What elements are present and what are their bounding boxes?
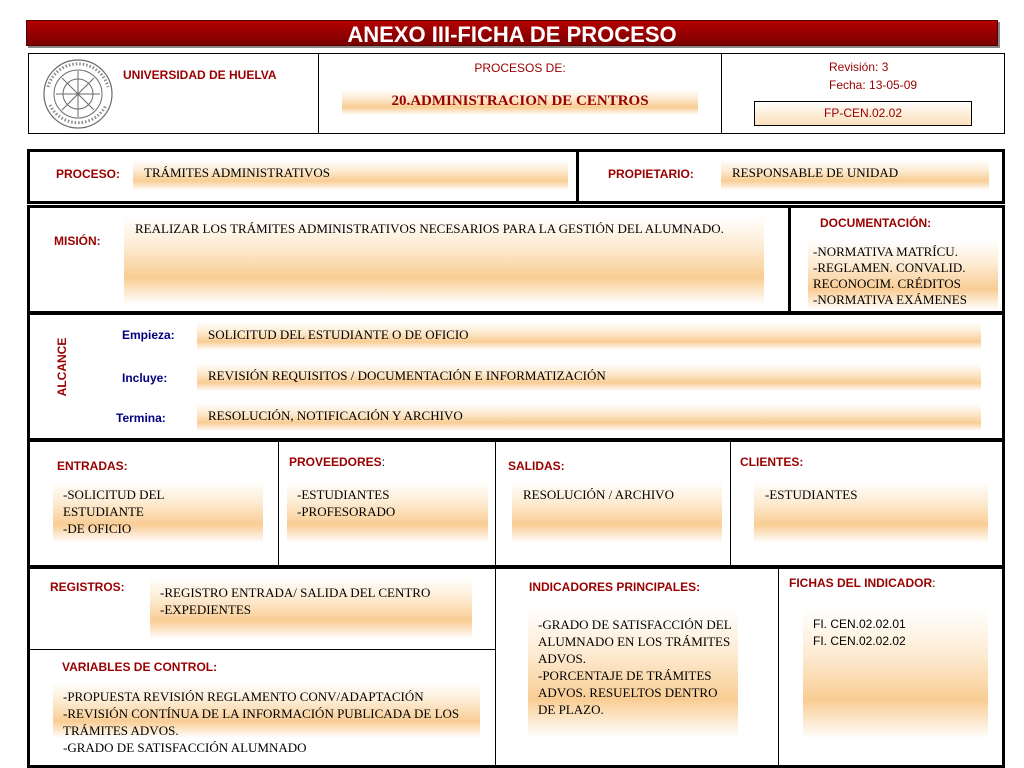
registros-label: REGISTROS: — [50, 580, 125, 594]
documentacion-value: -NORMATIVA MATRÍCU. -REGLAMEN. CONVALID. RECONOCIM. CRÉDITOS -NORMATIVA EXÁMENES — [813, 244, 967, 307]
title-bar — [26, 20, 998, 46]
mision-value: REALIZAR LOS TRÁMITES ADMINISTRATIVOS NECESARIOS PARA LA GESTIÓN DEL ALUMNADO. — [135, 221, 724, 236]
indicadores-label: INDICADORES PRINCIPALES: — [529, 580, 701, 594]
bottom-divider-1 — [495, 566, 496, 768]
termina-value: RESOLUCIÓN, NOTIFICACIÓN Y ARCHIVO — [208, 408, 463, 423]
registros-bottom-line — [28, 649, 496, 650]
process-name: 20.ADMINISTRACION DE CENTROS — [391, 93, 649, 109]
revision: Revisión: 3 — [829, 60, 889, 74]
propietario-label: PROPIETARIO: — [608, 167, 694, 181]
entradas-divider-3 — [730, 439, 731, 568]
indicadores-value: -GRADO DE SATISFACCIÓN DEL ALUMNADO EN LOS TRÁMITES ADVOS. -PORCENTAJE DE TRÁMITES ADVOS. RESUELTOS DENTRO DE PLAZO. — [538, 617, 732, 717]
documentacion-label: DOCUMENTACIÓN: — [820, 216, 932, 230]
fichas-label-text: FICHAS DEL INDICADOR — [789, 576, 933, 590]
fecha: Fecha: 13-05-09 — [829, 78, 918, 92]
variables-label: VARIABLES DE CONTROL: — [62, 660, 218, 674]
fichas-label — [789, 576, 935, 590]
bottom-divider-2 — [778, 566, 779, 768]
proveedores-label-text: PROVEEDORES — [289, 455, 382, 469]
university-seal-icon — [38, 57, 118, 131]
empieza-label: Empieza: — [122, 328, 175, 342]
clientes-label: CLIENTES: — [740, 455, 804, 469]
fichas-value: FI. CEN.02.02.01 FI. CEN.02.02.02 — [813, 617, 906, 648]
proveedores-value: -ESTUDIANTES -PROFESORADO — [297, 487, 396, 519]
proceso-label: PROCESO: — [56, 167, 121, 181]
clientes-value: -ESTUDIANTES — [765, 487, 858, 502]
incluye-value: REVISIÓN REQUISITOS / DOCUMENTACIÓN E INFORMATIZACIÓN — [208, 368, 606, 383]
proceso-value: TRÁMITES ADMINISTRATIVOS — [144, 165, 330, 180]
document-code: FP-CEN.02.02 — [823, 106, 903, 120]
variables-value: -PROPUESTA REVISIÓN REGLAMENTO CONV/ADAPTACIÓN -REVISIÓN CONTÍNUA DE LA INFORMACIÓN PUBLICADA DE LOS TRÁMITES ADVOS. -GRADO DE SATISFACCIÓN ALUMNADO — [63, 689, 460, 755]
entradas-value: -SOLICITUD DEL ESTUDIANTE -DE OFICIO — [63, 487, 164, 536]
fichas-label-colon: : — [932, 576, 936, 590]
mision-divider — [788, 205, 791, 314]
entradas-divider-2 — [495, 439, 496, 568]
page-title: ANEXO III-FICHA DE PROCESO — [347, 22, 677, 47]
registros-value: -REGISTRO ENTRADA/ SALIDA DEL CENTRO -EXPEDIENTES — [160, 585, 431, 617]
incluye-label: Incluye: — [122, 371, 168, 385]
proveedores-label-colon: : — [381, 455, 386, 469]
proveedores-label — [289, 455, 385, 469]
propietario-value: RESPONSABLE DE UNIDAD — [732, 165, 899, 180]
termina-label: Termina: — [116, 411, 166, 425]
procesos-de-label: PROCESOS DE: — [474, 61, 566, 75]
salidas-label: SALIDAS: — [508, 459, 565, 473]
university-name: UNIVERSIDAD DE HUELVA — [123, 68, 277, 82]
entradas-divider-1 — [278, 439, 279, 568]
mision-label: MISIÓN: — [54, 234, 101, 248]
entradas-label: ENTRADAS: — [57, 459, 128, 473]
alcance-label: ALCANCE — [55, 337, 69, 397]
empieza-value: SOLICITUD DEL ESTUDIANTE O DE OFICIO — [208, 327, 469, 342]
salidas-value: RESOLUCIÓN / ARCHIVO — [523, 487, 674, 502]
